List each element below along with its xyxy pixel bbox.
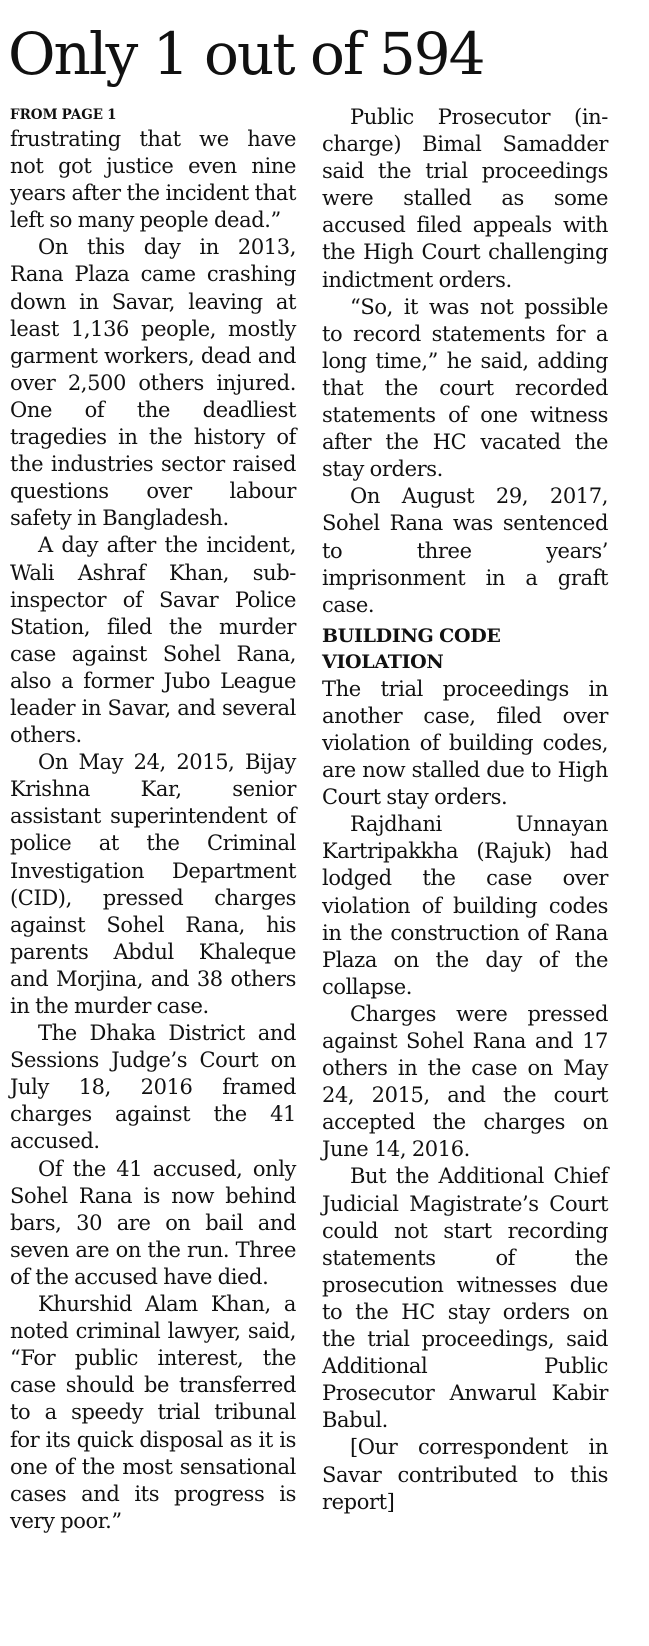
paragraph: A day after the incident, Wali Ashraf Khan, sub-inspector of Savar Police Station, filed the murder case against Sohel Rana, also a former Jubo League leader in Savar, and several others. xyxy=(10,533,296,748)
paragraph: The Dhaka District and Sessions Judge’s Court on July 18, 2016 framed charges against the 41 accused. xyxy=(10,1021,296,1154)
paragraph: The trial proceedings in another case, filed over violation of building codes, are now stalled due to High Court stay orders. xyxy=(322,676,608,810)
paragraph: But the Additional Chief Judicial Magistrate’s Court could not start recording statements of the prosecution witnesses due to the HC stay orders on the trial proceedings, said Additional Public Prosecutor Anwarul Kabir Babul. xyxy=(322,1164,608,1433)
article-column-left xyxy=(10,104,296,1535)
paragraph: [Our correspondent in Savar contributed to this report] xyxy=(322,1435,608,1514)
jump-label: FROM PAGE 1 xyxy=(10,107,117,123)
paragraph: Khurshid Alam Khan, a noted criminal lawyer, said, “For public interest, the case should be transferred to a speedy trial tribunal for its quick disposal as it is one of the most sensational cases and its progress is very poor.” xyxy=(10,1292,296,1533)
paragraph: Of the 41 accused, only Sohel Rana is now behind bars, 30 are on bail and seven are on the run. Three of the accused have died. xyxy=(10,1156,296,1289)
paragraph: Charges were pressed against Sohel Rana and 17 others in the case on May 24, 2015, and the court accepted the charges on June 14, 2016. xyxy=(322,1001,608,1162)
paragraph: On this day in 2013, Rana Plaza came crashing down in Savar, leaving at least 1,136 people, mostly garment workers, dead and over 2,500 others injured. One of the deadliest tragedies in the history of the industries sector raised questions over labour safety in Bangladesh. xyxy=(10,235,296,531)
paragraph: On August 29, 2017, Sohel Rana was sentenced to three years’ imprisonment in a graft case. xyxy=(322,484,608,617)
headline: Only 1 out of 594 xyxy=(8,20,484,88)
paragraph: frustrating that we have not got justice even nine years after the incident that left so many people dead.” xyxy=(10,127,296,233)
section-subhead: BUILDING CODE VIOLATION xyxy=(322,624,501,674)
paragraph: “So, it was not possible to record statements for a long time,” he said, adding that the court recorded statements of one witness after the HC vacated the stay orders. xyxy=(322,294,608,482)
paragraph: Rajdhani Unnayan Kartripakkha (Rajuk) had lodged the case over violation of building codes in the construction of Rana Plaza on the day of the collapse. xyxy=(322,812,608,999)
article-column-right xyxy=(322,104,608,1516)
paragraph: Public Prosecutor (in-charge) Bimal Samadder said the trial proceedings were stalled as some accused filed appeals with the High Court challenging indictment orders. xyxy=(322,105,608,292)
paragraph: On May 24, 2015, Bijay Krishna Kar, senior assistant superintendent of police at the Criminal Investigation Department (CID), pressed charges against Sohel Rana, his parents Abdul Khaleque and Morjina, and 38 others in the murder case. xyxy=(10,750,296,1018)
